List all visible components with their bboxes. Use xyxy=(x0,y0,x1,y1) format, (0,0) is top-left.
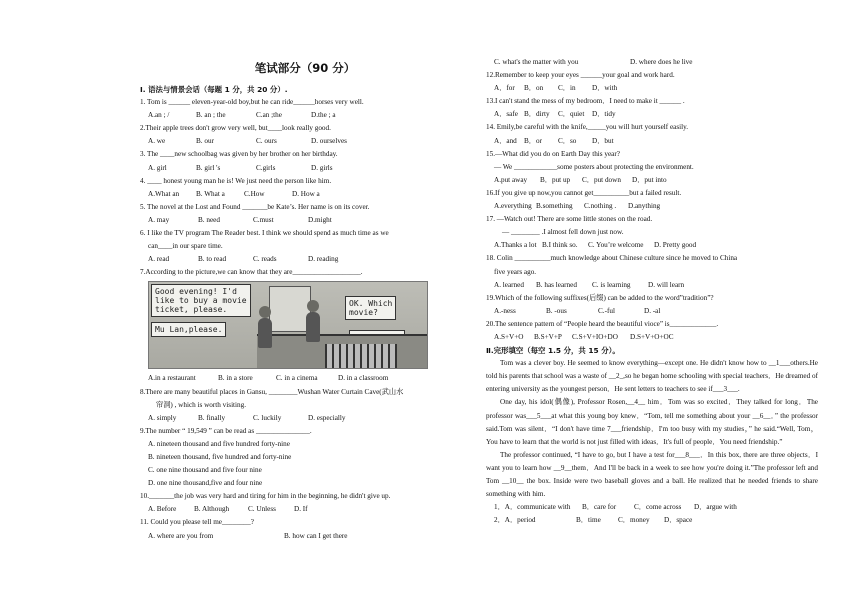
answer-option: B. to read xyxy=(198,255,227,264)
passage-paragraph: One day, his idol(偶像), Professor Rosen,__4__ him．Tom was so excited．They talked for long．The professor was___5___at what this young boy knew．“Tom, tell me something about your __6__．” the professor said.Tom was silent．“I don't have time 7___friendship．I'm too busy with my studies，” he said.“Well, Tom，You have to learn that the world is not just filled with ideas．It's full of people．You need friendship.” xyxy=(486,398,818,446)
answer-option: B.something xyxy=(536,202,573,211)
answer-option: D.the ; a xyxy=(311,111,336,120)
question-text-line: 15.—What did you do on Earth Day this year? xyxy=(486,149,620,158)
answer-option: B．dirty xyxy=(524,110,550,119)
left-column xyxy=(140,60,470,543)
answer-option: B. has learned xyxy=(536,280,577,289)
answer-option: D. Pretty good xyxy=(654,241,697,250)
question-text-line: 2.Their apple trees don't grow very well, but____look really good. xyxy=(140,124,331,133)
answer-option: A. girl xyxy=(148,163,167,172)
answer-option: D. ourselves xyxy=(311,137,347,146)
answer-option: C.must xyxy=(253,215,274,224)
question-text-line: 3. The ____new schoolbag was given by her brother on her birthday. xyxy=(140,150,338,159)
answer-option: D. in a classroom xyxy=(338,374,389,383)
answer-option: B. an ; the xyxy=(196,111,226,120)
answer-option: C．in xyxy=(558,84,576,93)
answer-option: D.anything xyxy=(628,202,661,211)
answer-option: B. girl 's xyxy=(196,163,221,172)
question-text-line: 8.There are many beautiful places in Gansu, ________Wushan Water Curtain Cave(武山水 xyxy=(140,387,404,396)
question-text-line: 9.The number “ 19,549 ” can be read as _______________. xyxy=(140,426,312,435)
cloze-options xyxy=(486,501,818,527)
answer-option: C. luckily xyxy=(253,413,282,422)
answer-options xyxy=(140,188,470,201)
question-picture xyxy=(148,281,428,369)
answer-option: B. Although xyxy=(194,505,230,514)
answer-option: D．with xyxy=(592,84,618,93)
answer-options xyxy=(486,239,818,252)
answer-option: A. may xyxy=(148,215,170,224)
answer-options xyxy=(486,108,818,121)
questions-11-20 xyxy=(486,56,818,344)
answer-option: C.How xyxy=(244,189,265,198)
answer-options xyxy=(486,82,818,95)
answer-options xyxy=(486,279,818,292)
answer-option: A. we xyxy=(148,137,166,146)
answer-options xyxy=(140,162,470,175)
answer-option: C．come across xyxy=(634,503,682,512)
speech-bubble-customer: Good evening! I'd like to buy a movie ticket, please. xyxy=(151,284,251,317)
question-text-line: B. nineteen thousand, five hundred and forty-nine xyxy=(148,452,292,461)
answer-options xyxy=(140,253,470,266)
answer-option: D．space xyxy=(664,516,693,525)
answer-option: C. You’re welcome xyxy=(588,241,644,250)
answer-options xyxy=(486,200,818,213)
question-text-line: five years ago. xyxy=(494,267,537,276)
answer-options xyxy=(486,174,818,187)
answer-option: A.What an xyxy=(148,189,180,198)
answer-option: C.girls xyxy=(256,163,276,172)
answer-option: A.S+V+O xyxy=(494,332,524,341)
answer-option: D. girls xyxy=(311,163,333,172)
customer-figure xyxy=(258,318,272,348)
answer-option: A．for xyxy=(494,84,515,93)
question-text-line: 13.I can't stand the mess of my bedroom．I need to make it ______ . xyxy=(486,97,685,106)
answer-option: B. how can I get there xyxy=(284,531,348,540)
question-text-line: 17. —Watch out! There are some little stones on the road. xyxy=(486,215,653,224)
answer-options xyxy=(486,135,818,148)
question-text-line: 12.Remember to keep your eyes ______your goal and work hard. xyxy=(486,71,675,80)
answer-option: D．put into xyxy=(632,175,667,184)
answer-option: C.nothing . xyxy=(584,202,617,211)
ticket-window xyxy=(269,286,311,332)
answer-option: A．and xyxy=(494,136,517,145)
answer-option: 2．A．period xyxy=(494,516,536,525)
answer-option: B. -ous xyxy=(546,306,567,315)
seller-figure xyxy=(306,312,320,342)
answer-options xyxy=(486,331,818,344)
answer-option: D．argue with xyxy=(694,503,737,512)
answer-option: C. Unless xyxy=(248,505,276,514)
answer-options xyxy=(140,135,470,148)
question-text-line: 10._______the job was very hard and tiring for him in the beginning, he didn't give up. xyxy=(140,492,391,501)
question-text-line: 1. Tom is ______ eleven-year-old boy,but he can ride______horses very well. xyxy=(140,98,364,107)
question-text-line: 20.The sentence pattern of “People heard the beautiful vioce” is_____________. xyxy=(486,319,719,328)
answer-option: A.in a restaurant xyxy=(148,374,196,383)
answer-option: D. will learn xyxy=(648,280,685,289)
answer-options xyxy=(140,412,470,425)
answer-options xyxy=(140,109,470,122)
answer-option: B. in a store xyxy=(218,374,253,383)
passage-paragraph: Tom was a clever boy. He seemed to know everything—except one. He didn't know how to __1___others.He told his parents that school was a waste of __2_,so he began home schooling with special teachers．He dreamed of entering university as the youngest person．He sent letters to teachers to see if___3___. xyxy=(486,359,818,394)
counter-grille xyxy=(325,344,397,368)
question-text-line: 16.If you give up now,you cannot get__________but a failed result. xyxy=(486,188,682,197)
answer-option: B. What a xyxy=(196,189,225,198)
questions-1-7 xyxy=(140,96,470,279)
answer-options xyxy=(486,305,818,318)
questions-7-11 xyxy=(140,372,470,542)
answer-option: C. ours xyxy=(256,137,277,146)
answer-option: D. How a xyxy=(292,189,320,198)
section-heading-cloze: Ⅱ.完形填空（每空 1.5 分，共 15 分）。 xyxy=(486,346,620,356)
speech-bubble-movie: Mu Lan,please. xyxy=(151,322,226,337)
answer-option: A．safe xyxy=(494,110,518,119)
answer-option: A. simply xyxy=(148,413,177,422)
answer-option: B. finally xyxy=(198,413,226,422)
answer-option: B.I think so. xyxy=(542,241,578,250)
answer-option: D.S+V+O+OC xyxy=(630,332,674,341)
answer-option: D. reading xyxy=(308,255,339,264)
answer-option: C.-ful xyxy=(598,306,615,315)
answer-option: D. -al xyxy=(644,306,661,315)
answer-option: B. our xyxy=(196,137,214,146)
answer-option: A. learned xyxy=(494,280,524,289)
question-text-line: 11. Could you please tell me________? xyxy=(140,518,254,527)
answer-options xyxy=(140,530,470,543)
answer-option: D．but xyxy=(592,136,614,145)
answer-option: A. read xyxy=(148,255,170,264)
seller-head xyxy=(307,300,319,312)
question-text-line: C. one nine thousand and five four nine xyxy=(148,466,262,475)
answer-option: A. Before xyxy=(148,505,177,514)
answer-option: C.an ;the xyxy=(256,111,282,120)
answer-options xyxy=(140,214,470,227)
page-title: 笔试部分（90 分） xyxy=(254,61,356,75)
question-text-line: 14. Emily,be careful with the knife,_____you will hurt yourself easily. xyxy=(486,123,689,132)
answer-option: B. need xyxy=(198,215,220,224)
answer-option: C. what's the matter with you xyxy=(494,58,579,66)
question-text-line: — We ____________some posters about protecting the environment. xyxy=(494,162,694,171)
answer-option: D.might xyxy=(308,215,332,224)
answer-option: D. If xyxy=(294,505,308,514)
answer-option: A.an ; / xyxy=(148,111,170,120)
question-text-line: 6. I like the TV program The Reader best. I think we should spend as much time as we xyxy=(140,229,389,238)
answer-option: A.everything xyxy=(494,202,532,211)
answer-option: D. especially xyxy=(308,413,346,422)
answer-option: D．tidy xyxy=(592,110,616,119)
answer-options xyxy=(486,56,818,69)
answer-option: B．time xyxy=(576,516,601,525)
answer-option: B．care for xyxy=(582,503,617,512)
question-text-line: 5. The novel at the Lost and Found _______be Kate’s. Her name is on its cover. xyxy=(140,202,370,211)
answer-option: C．quiet xyxy=(558,110,585,119)
answer-options xyxy=(140,372,470,385)
answer-option: 1．A．communicate with xyxy=(494,503,571,512)
answer-option: A.Thanks a lot xyxy=(494,241,537,250)
answer-option: C.S+V+IO+DO xyxy=(572,332,618,341)
answer-option: B.S+V+P xyxy=(534,332,562,341)
cloze-passage xyxy=(486,357,818,501)
question-text-line: D. one nine thousand,five and four nine xyxy=(148,479,263,488)
question-text-line: A. nineteen thousand and five hundred forty-nine xyxy=(148,439,290,448)
answer-option: A. where are you from xyxy=(148,531,214,540)
answer-option: B．or xyxy=(524,136,542,145)
answer-option: A.put away xyxy=(494,175,528,184)
answer-option: C．put down xyxy=(582,175,621,184)
answer-option: D. where does he live xyxy=(630,58,693,66)
answer-options xyxy=(486,501,818,514)
answer-option: C．money xyxy=(618,516,650,525)
answer-option: C．so xyxy=(558,136,577,145)
answer-option: C. is learning xyxy=(592,280,631,289)
question-text-line: 帘洞) , which is worth visiting. xyxy=(156,400,247,409)
answer-option: B．on xyxy=(524,84,544,93)
answer-option: C. reads xyxy=(253,255,277,264)
question-text-line: 4. ____ honest young man he is! We just need the person like him. xyxy=(140,176,332,185)
answer-option: B．put up xyxy=(540,175,571,184)
answer-options xyxy=(140,503,470,516)
question-text-line: 7.According to the picture,we can know that they are___________________. xyxy=(140,268,363,277)
answer-option: A.-ness xyxy=(494,306,516,315)
question-text-line: 18. Colin __________much knowledge about Chinese culture since he moved to China xyxy=(486,254,738,263)
speech-bubble-seller: OK. Which movie? xyxy=(345,296,396,320)
passage-paragraph: The professor continued, “I have to go, but I have a test for___8___．In this box, there are three objects．I want you to learn how __9__them．And I'll be back in a week to see how you're doing it.”The professor left and Tom __10__ the box. Inside were two baseball gloves and a ball. He realized that he needed friends to share something with him. xyxy=(486,450,818,499)
question-text-line: can____in our spare time. xyxy=(148,242,223,251)
section-heading-grammar: Ⅰ. 语法与情景会话（每题 1 分，共 20 分）. xyxy=(140,85,288,94)
question-text-line: 19.Which of the following suffixes(后缀) can be added to the word”tradition”? xyxy=(486,293,714,302)
right-column xyxy=(486,56,818,527)
question-text-line: — ________ .I almost fell down just now. xyxy=(502,228,624,237)
answer-options xyxy=(486,514,818,527)
answer-option: C. in a cinema xyxy=(276,374,318,383)
